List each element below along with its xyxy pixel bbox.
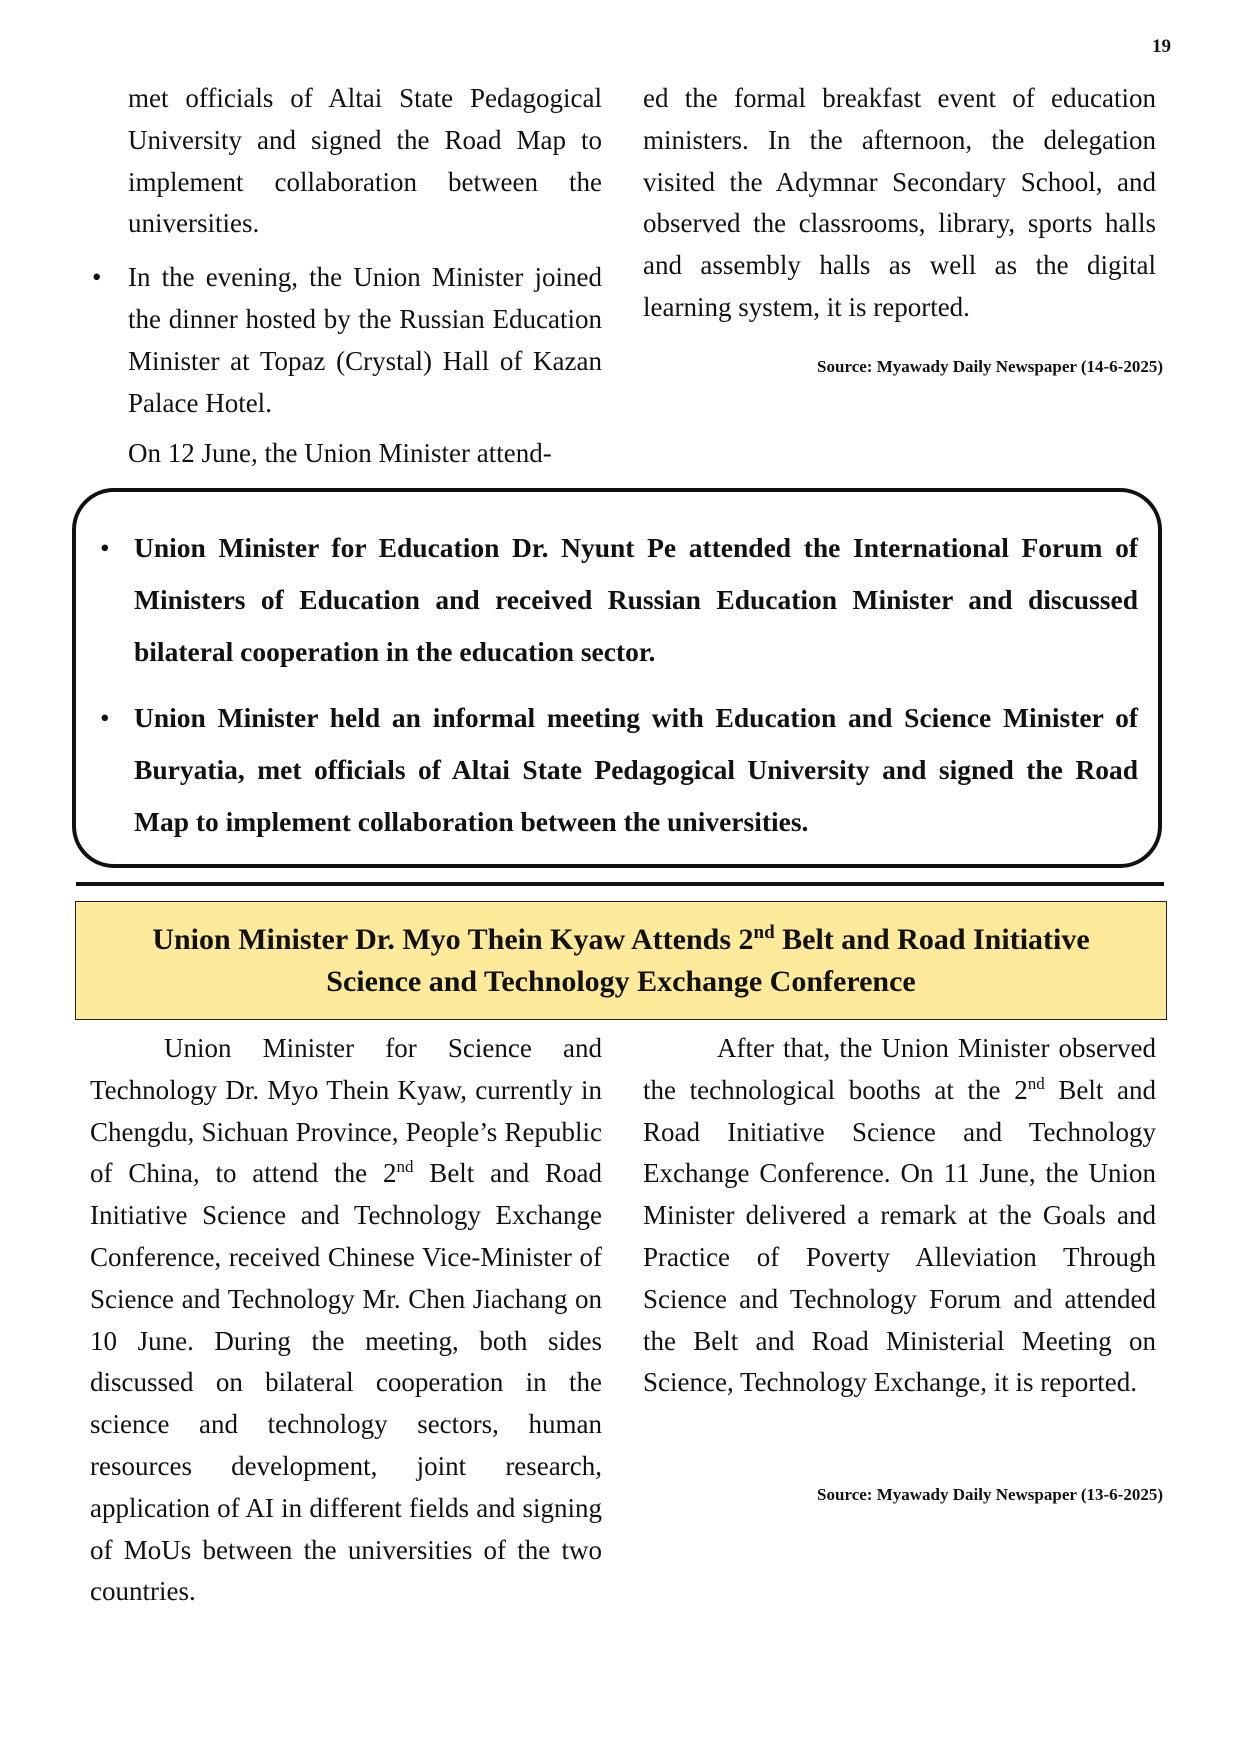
highlights-box <box>72 488 1162 868</box>
continued-article-right-column <box>643 78 1156 329</box>
highlight-item: • Union Minister for Education Dr. Nyunt Pe attended the International Forum of Ministers of Education and received Russian Education Minister and discussed bilateral cooperation in the education sector. <box>134 522 1138 678</box>
article-headline <box>75 901 1167 1020</box>
section-divider <box>76 882 1164 886</box>
superscript: nd <box>1027 1073 1045 1093</box>
article-right-column <box>643 1028 1156 1404</box>
paragraph-text: Belt and Road Initiative Science and Technology Exchange Conference, received Chinese Vice-Minister of Science and Technology Mr. Chen Jiachang on 10 June. During the meeting, both sides discussed on bilateral cooperation in the science and technology sectors, human resources development, joint research, application of AI in different fields and signing of MoUs between the universities of the two countries. <box>90 1158 602 1607</box>
headline-text: Belt and Road Initiative <box>774 923 1090 956</box>
paragraph-text: After that, the Union Minister observed the technological booths at the 2 <box>643 1033 1156 1105</box>
headline-superscript: nd <box>753 922 775 943</box>
list-item: • In the evening, the Union Minister joined the dinner hosted by the Russian Education Minister at Topaz (Crystal) Hall of Kazan Palace Hotel. <box>128 257 602 424</box>
paragraph: met officials of Altai State Pedagogical University and signed the Road Map to implement collaboration between the universities. <box>128 83 602 239</box>
paragraph <box>643 1028 1156 1404</box>
source-citation: Source: Myawady Daily Newspaper (14-6-2025) <box>817 357 1163 376</box>
source-citation: Source: Myawady Daily Newspaper (13-6-2025) <box>817 1485 1163 1504</box>
paragraph <box>90 1028 602 1613</box>
paragraph-text: Belt and Road Initiative Science and Technology Exchange Conference. On 11 June, the Union Minister delivered a remark at the Goals and Practice of Poverty Alleviation Through Science and Technology Forum and attended the Belt and Road Ministerial Meeting on Science, Technology Exchange, it is reported. <box>643 1074 1156 1398</box>
highlights-list <box>134 522 1138 848</box>
superscript: nd <box>396 1157 414 1177</box>
headline-text: Union Minister Dr. Myo Thein Kyaw Attends 2 <box>152 923 754 956</box>
bullet-list <box>90 257 602 424</box>
paragraph: ed the formal breakfast event of education ministers. In the afternoon, the delegation visited the Adymnar Secondary School, and observed the classrooms, library, sports halls and assembly halls as well as the digital learning system, it is reported. <box>643 83 1156 322</box>
continued-article-left-column <box>90 78 602 475</box>
paragraph-text: Union Minister for Science and Technology Dr. Myo Thein Kyaw, currently in Chengdu, Sichuan Province, People’s Republic of China, to attend the 2 <box>90 1033 602 1189</box>
article-left-column <box>90 1028 602 1613</box>
headline-text-line2: Science and Technology Exchange Conference <box>326 965 916 998</box>
highlight-item: • Union Minister held an informal meeting with Education and Science Minister of Buryatia, met officials of Altai State Pedagogical University and signed the Road Map to implement collaboration between the universities. <box>134 692 1138 848</box>
page-number: 19 <box>1152 36 1171 57</box>
paragraph: On 12 June, the Union Minister attend- <box>128 438 552 469</box>
